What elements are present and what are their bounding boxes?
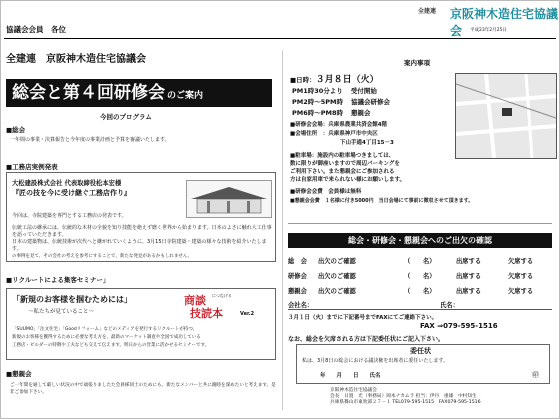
section-general: ■総会 [6, 126, 26, 134]
seminar-logo-2: 技読本 [190, 307, 223, 320]
banner-sub: のご案内 [167, 91, 204, 101]
parking-4: 方は自家用車で来られない様にお願いします。 [290, 177, 406, 183]
row-count: （ 名） [404, 258, 436, 265]
footer [330, 388, 481, 407]
case-body-4: の事例を見て、その会社の考えを参考にすることで、新たな発見があるかもしれません。 [12, 254, 193, 259]
logo-small: 全建連 [418, 8, 437, 15]
row-label: 総 会 [288, 258, 307, 265]
addressee: 協議会会員 各位 [6, 25, 66, 34]
seminar-subtitle: ～私たちが見ていること～ [28, 309, 95, 315]
program-title: 今回のプログラム [100, 113, 152, 121]
org-title: 全建連 京阪神木造住宅協議会 [6, 54, 146, 65]
banner-main: 総会と第４回研修会 [12, 83, 165, 103]
schedule-2 [292, 97, 390, 106]
location-map [455, 73, 557, 159]
seminar-title: 「新規のお客様を掴むためには」 [12, 295, 132, 304]
attend-option[interactable]: 出席する [456, 288, 482, 295]
info-title: 案内事項 [404, 59, 430, 67]
section-seminar: ■リクルートによる集客セミナー」 [6, 276, 110, 284]
schedule-time: PM6時〜PM8時 [292, 109, 344, 117]
proxy-body: 私は、3月8日の総会における議決権を出席者に委任いたします。 [302, 358, 448, 364]
row-confirm: 出欠のご確認 [318, 273, 356, 280]
parking-2: 数に限りが御座いますので周辺パーキングを [290, 161, 400, 167]
venue-3: 下山手通4丁目15－3 [340, 140, 394, 146]
seminar-body-1: 「SUUMO」「注文住宅」「Goodリフォーム」などのメディアを発行するリクルートが持つ、 [12, 327, 198, 332]
rsvp-banner: 総会・研修会・懇親会へのご出欠の確認 [288, 233, 552, 248]
case-title: 『匠の技を今に受け継ぐ工務店作り』 [12, 189, 131, 197]
field-underline [288, 309, 552, 310]
case-body-2: 伝統工法の継承には、伝統的な木材の全貌を知り技能を絶えず磨く世界から始まります。日本のよさに触れ大工仕事を語っていただきます。 [12, 225, 272, 238]
case-body-1: 今回は、寺院建築を専門とする工務店の発表です。 [12, 213, 127, 219]
seminar-body-3: 工務店・ビルダーの特徴や工夫なども交えて伝えます。明日からの営業に活かせるセミナーです。 [12, 343, 210, 348]
cut-line [288, 223, 552, 224]
section-party: ■懇親会 [6, 370, 32, 378]
seminar-version: Ver.2 [240, 311, 255, 317]
schedule-time: PM1時30分より [292, 87, 343, 95]
row-label: 研修会 [288, 273, 307, 280]
proxy-date[interactable]: 年 月 日 氏名 [320, 373, 381, 379]
row-count: （ 名） [404, 288, 436, 295]
rsvp-row-party [288, 286, 552, 296]
column-divider [282, 50, 283, 410]
proxy-note: なお、総会を欠席される方は下記委任状にご記入下さい。 [288, 336, 445, 343]
fax-number: FAX ⇒079-595-1516 [420, 322, 498, 330]
seminar-logo-1: 商談 [184, 294, 206, 307]
schedule-item: 協議会研修会 [351, 98, 391, 106]
company-field[interactable] [288, 300, 313, 309]
date-label: ■日時： [290, 76, 316, 84]
schedule-item: 受付開始 [350, 87, 377, 95]
case-body-3: 日本の建築物は、伝統技術が次代へと継がれていくように、3月15日寺院建築・建築の様々な技術を紹介いたします。 [12, 239, 267, 252]
title-banner [6, 79, 272, 107]
proxy-title: 委任状 [410, 347, 431, 355]
schedule-3 [292, 108, 371, 117]
parking-1: ■駐車場：施設内の駐車場つきましては、 [290, 153, 395, 159]
deadline-text: ３月１日（火）までに下記番号までFAXにてご連絡下さい。 [288, 315, 438, 321]
schedule-1 [292, 86, 377, 95]
name-field[interactable] [440, 300, 459, 309]
schedule-item: 懇親会 [351, 109, 371, 117]
absent-option[interactable]: 欠席する [508, 273, 534, 280]
case-company: 大松建設株式会社 代表取締役松本宏様 [12, 180, 122, 187]
seminar-body-2: 新規のお客様を獲得するために必要な考え方を、最新のマーケット調査や全国で成功している [12, 335, 201, 340]
header-divider [4, 38, 556, 39]
row-count: （ 名） [404, 273, 436, 280]
absent-option[interactable]: 欠席する [508, 288, 534, 295]
attend-option[interactable]: 出席する [456, 258, 482, 265]
issue-date: 平成23年2月25日 [470, 28, 507, 33]
venue-1: ■研修会会場：兵庫県農業共済会館4階 [290, 122, 388, 128]
proxy-seal: ㊞ [532, 371, 539, 379]
name-label-text: 氏名： [440, 302, 459, 309]
logo-main: 京阪神木造住宅協議会 [450, 7, 559, 38]
section-case: ■工務店実例発表 [6, 163, 58, 171]
fee-1: ■研修会会費 会員様は無料 [290, 189, 362, 195]
row-label: 懇親会 [288, 288, 307, 295]
row-confirm: 出欠のご確認 [318, 258, 356, 265]
footer-contact: 会長 日置 光（事務局）岡本ナカムラ 担当：伊丹 重雄 中村知生 [330, 394, 477, 400]
section-general-body: 一年間の事業・決算報告と今年度の事業計画と予算を審議いたします。 [10, 137, 170, 143]
footer-address: 兵庫県篠山市東吹部２７－１ TEL079-595-1515 FAX079-595-1516 [330, 400, 481, 406]
footer-org: 京阪神木造住宅協議会 [330, 388, 377, 393]
schedule-time: PM2時〜5PM時 [292, 98, 344, 106]
section-party-body: ご一年間を通して厳しい状況の中で頑張りましたた会員様同士のためにも、新たなメンバーと共に親睦を深めたいと考えます。是非ご参加下さい。 [10, 383, 276, 395]
temple-image [186, 180, 272, 218]
seminar-logo-small: につなげる [212, 293, 232, 298]
attend-option[interactable]: 出席する [456, 273, 482, 280]
parking-3: ご利用下さい。また懇親会にご参加される [290, 169, 395, 175]
date-value: ３月８日（火） [315, 75, 379, 85]
rsvp-row-general [288, 256, 552, 266]
fee-2: ■懇親会会費 １名様に付き5000円 当日会場にて事前に徴収させて頂きます。 [290, 198, 474, 204]
company-label-text: 会社名： [288, 302, 314, 309]
absent-option[interactable]: 欠席する [508, 258, 534, 265]
event-date [290, 72, 379, 85]
venue-2: ■会場住所 ：兵庫県神戸市中央区 [290, 131, 378, 137]
row-confirm: 出欠のご確認 [318, 288, 356, 295]
rsvp-row-seminar [288, 271, 552, 281]
